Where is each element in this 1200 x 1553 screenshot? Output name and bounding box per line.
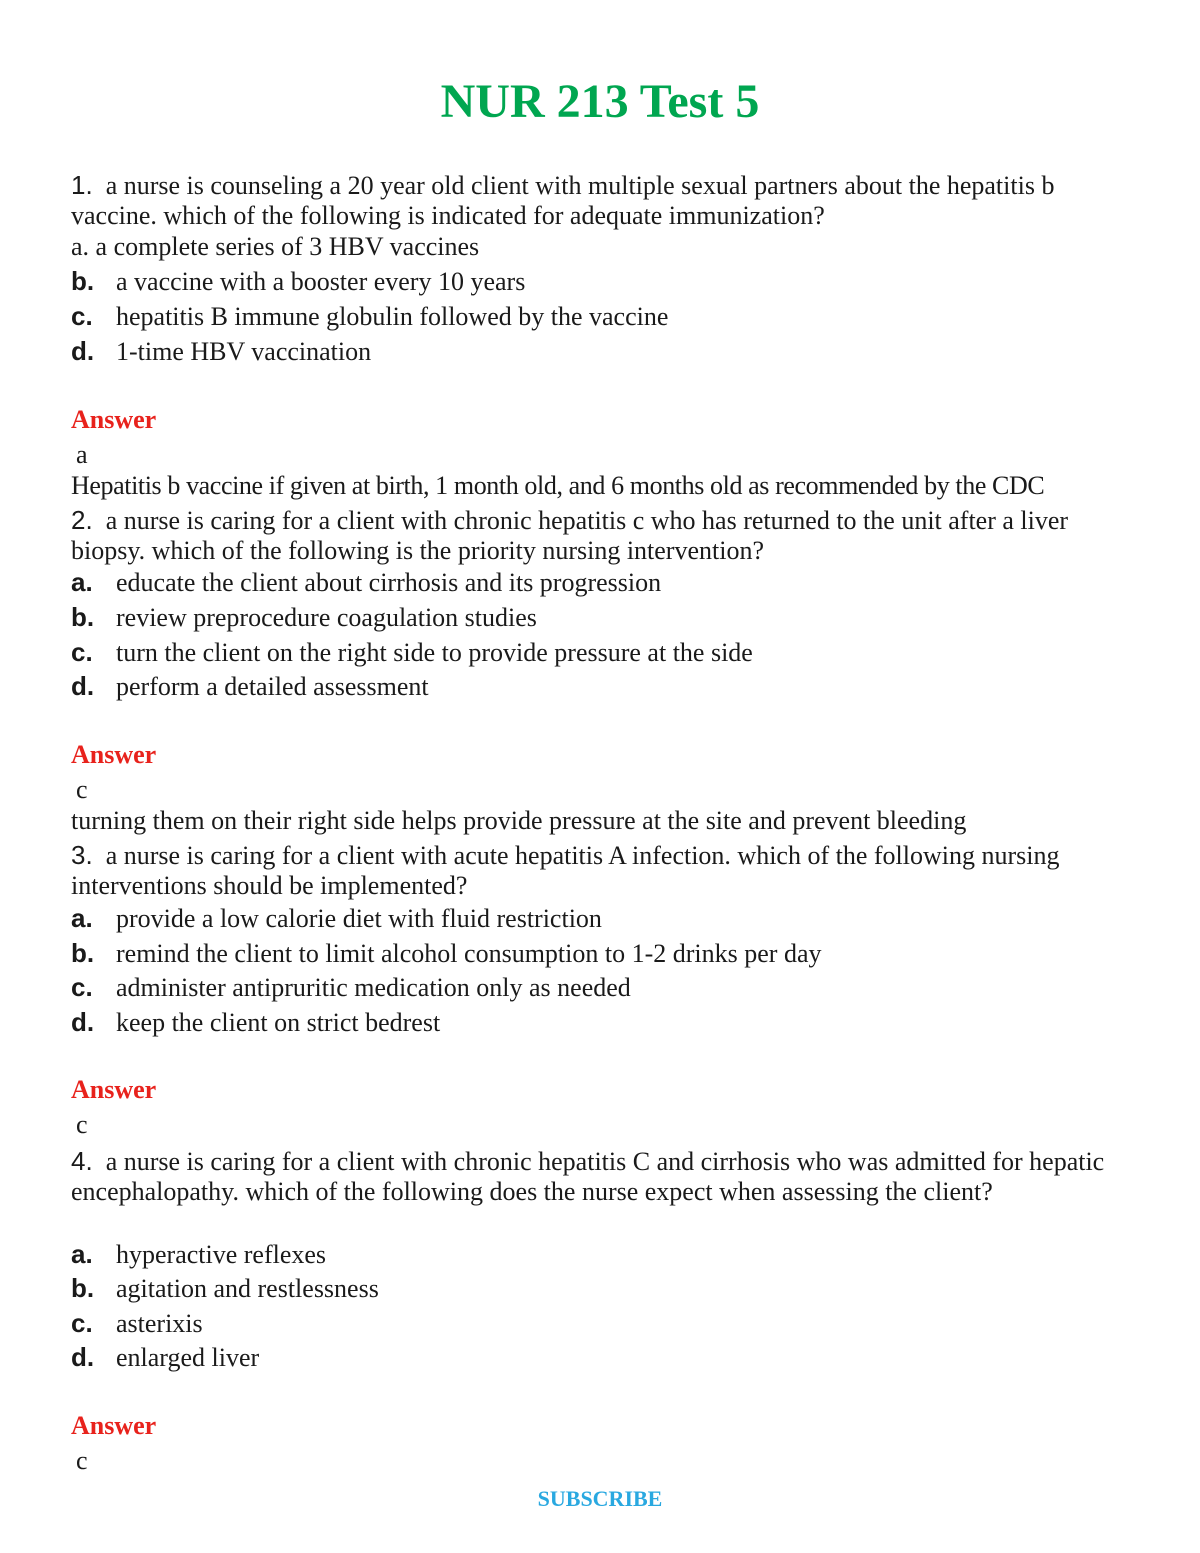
option-text: hyperactive reflexes [116, 1240, 327, 1269]
option-text: provide a low calorie diet with fluid restriction [116, 904, 602, 933]
question-3-option-a [71, 903, 1131, 934]
option-letter: b. [71, 266, 95, 296]
option-letter: d. [71, 1342, 95, 1372]
answer-label: Answer [71, 1411, 157, 1440]
answer-value: c [76, 1110, 88, 1139]
answer-label: Answer [71, 740, 157, 769]
answer-label: Answer [71, 1075, 157, 1104]
question-2-option-b [71, 602, 1131, 633]
question-1-option-c [71, 301, 1131, 332]
question-2-option-d [71, 671, 1131, 702]
question-3-stem [71, 840, 1131, 901]
answer-value: a [76, 440, 88, 469]
question-4-stem [71, 1146, 1131, 1207]
subscribe-link[interactable]: SUBSCRIBE [537, 1486, 663, 1511]
option-text: 1-time HBV vaccination [116, 337, 372, 366]
option-text: agitation and restlessness [116, 1274, 379, 1303]
answer-value: c [76, 1446, 88, 1475]
option-letter: c. [71, 972, 93, 1002]
answer-label: Answer [71, 405, 157, 434]
option-text: administer antipruritic medication only as needed [116, 973, 631, 1002]
question-text: a nurse is caring for a client with chronic hepatitis c who has returned to the unit after a liver biopsy. which of the following is the priority nursing intervention? [71, 506, 1069, 565]
question-3-option-b [71, 938, 1131, 969]
option-letter: a. [71, 232, 90, 261]
page-title: NUR 213 Test 5 [440, 75, 760, 128]
question-text: a nurse is caring for a client with chronic hepatitis C and cirrhosis who was admitted for hepatic encephalopathy. which of the following does the nurse expect when assessing the client? [71, 1147, 1105, 1206]
question-number: 1. [71, 170, 93, 200]
option-letter: a. [71, 567, 93, 597]
question-2-stem [71, 505, 1131, 566]
question-text: a nurse is caring for a client with acute hepatitis A infection. which of the following nursing interventions should be implemented? [71, 841, 1060, 900]
option-text: turn the client on the right side to provide pressure at the side [116, 638, 753, 667]
option-letter: a. [71, 1239, 93, 1269]
option-letter: b. [71, 602, 95, 632]
option-text: educate the client about cirrhosis and its progression [116, 568, 662, 597]
question-2-option-c [71, 637, 1131, 668]
question-2-option-a [71, 567, 1131, 598]
option-text: review preprocedure coagulation studies [116, 603, 537, 632]
question-3-option-d [71, 1007, 1131, 1038]
question-4-option-c [71, 1308, 1131, 1339]
question-4-option-a [71, 1239, 1131, 1270]
answer-explanation: turning them on their right side helps provide pressure at the site and prevent bleeding [71, 806, 967, 835]
answer-value: c [76, 775, 88, 804]
option-letter: a. [71, 903, 93, 933]
question-1-option-a [71, 232, 1131, 262]
option-letter: c. [71, 637, 93, 667]
question-number: 2. [71, 505, 93, 535]
option-text: perform a detailed assessment [116, 672, 429, 701]
option-text: enlarged liver [116, 1343, 260, 1372]
option-text: a vaccine with a booster every 10 years [116, 267, 526, 296]
option-text: a complete series of 3 HBV vaccines [95, 232, 480, 261]
option-text: keep the client on strict bedrest [116, 1008, 441, 1037]
option-letter: d. [71, 336, 95, 366]
question-3-option-c [71, 972, 1131, 1003]
option-letter: b. [71, 938, 95, 968]
option-text: hepatitis B immune globulin followed by the vaccine [116, 302, 669, 331]
option-letter: c. [71, 301, 93, 331]
question-4-option-b [71, 1273, 1131, 1304]
question-number: 3. [71, 840, 93, 870]
option-letter: b. [71, 1273, 95, 1303]
question-1-stem [71, 170, 1131, 231]
question-1-option-b [71, 266, 1131, 297]
answer-explanation: Hepatitis b vaccine if given at birth, 1 month old, and 6 months old as recommended by the CDC [71, 471, 1045, 500]
option-text: remind the client to limit alcohol consumption to 1-2 drinks per day [116, 939, 822, 968]
option-text: asterixis [116, 1309, 203, 1338]
question-number: 4. [71, 1146, 93, 1176]
option-letter: c. [71, 1308, 93, 1338]
question-text: a nurse is counseling a 20 year old client with multiple sexual partners about the hepatitis b vaccine. which of the following is indicated for adequate immunization? [71, 171, 1055, 230]
question-4-option-d [71, 1342, 1131, 1373]
option-letter: d. [71, 1007, 95, 1037]
option-letter: d. [71, 671, 95, 701]
question-1-option-d [71, 336, 1131, 367]
